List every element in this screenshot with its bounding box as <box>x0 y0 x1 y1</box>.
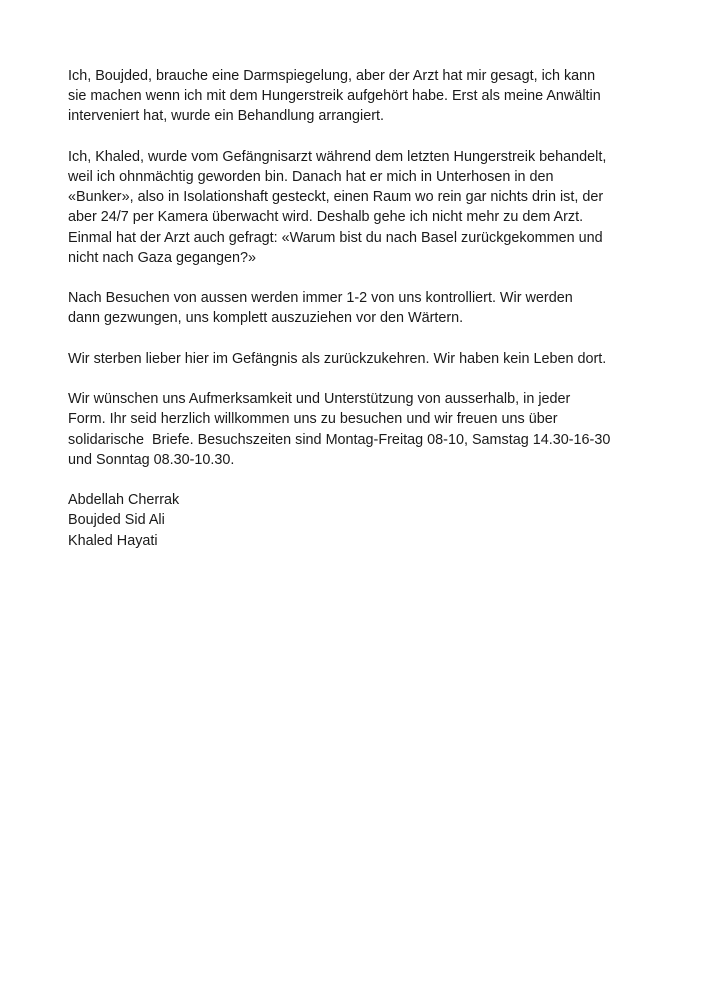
text-line: Form. Ihr seid herzlich willkommen uns zu besuchen und wir freuen uns über <box>68 411 558 428</box>
paragraph-boujded <box>68 66 658 127</box>
text-line: nicht nach Gaza gegangen?» <box>68 249 257 266</box>
text-line: interveniert hat, wurde ein Behandlung arrangiert. <box>68 108 384 125</box>
text-line: sie machen wenn ich mit dem Hungerstreik aufgehört habe. Erst als meine Anwältin <box>68 88 601 105</box>
paragraph-support <box>68 389 658 470</box>
text-line: und Sonntag 08.30-10.30. <box>68 451 235 468</box>
text-line: Wir wünschen uns Aufmerksamkeit und Unterstützung von ausserhalb, in jeder <box>68 391 571 408</box>
signature-name: Abdellah Cherrak <box>68 492 180 509</box>
text-line: Wir sterben lieber hier im Gefängnis als zurückzukehren. Wir haben kein Leben dort. <box>68 350 607 367</box>
text-line: «Bunker», also in Isolationshaft gesteckt, einen Raum wo rein gar nichts drin ist, der <box>68 189 604 206</box>
signature-name: Boujded Sid Ali <box>68 512 165 529</box>
text-line: Ich, Khaled, wurde vom Gefängnisarzt während dem letzten Hungerstreik behandelt, <box>68 148 607 165</box>
letter-body <box>68 66 658 551</box>
paragraph-visits <box>68 288 658 328</box>
text-line: aber 24/7 per Kamera überwacht wird. Deshalb gehe ich nicht mehr zu dem Arzt. <box>68 209 584 226</box>
paragraph-khaled <box>68 147 658 268</box>
text-line: Einmal hat der Arzt auch gefragt: «Warum bist du nach Basel zurückgekommen und <box>68 229 603 246</box>
text-line: Ich, Boujded, brauche eine Darmspiegelung, aber der Arzt hat mir gesagt, ich kann <box>68 68 596 84</box>
text-line: dann gezwungen, uns komplett auszuziehen vor den Wärtern. <box>68 310 464 327</box>
text-line: weil ich ohnmächtig geworden bin. Danach hat er mich in Unterhosen in den <box>68 169 554 185</box>
paragraph-statement <box>68 349 658 369</box>
signature-block <box>68 490 658 551</box>
text-line: solidarische Briefe. Besuchszeiten sind Montag-Freitag 08-10, Samstag 14.30-16-30 <box>68 431 611 448</box>
text-line: Nach Besuchen von aussen werden immer 1-2 von uns kontrolliert. Wir werden <box>68 290 573 307</box>
signature-name: Khaled Hayati <box>68 532 158 549</box>
